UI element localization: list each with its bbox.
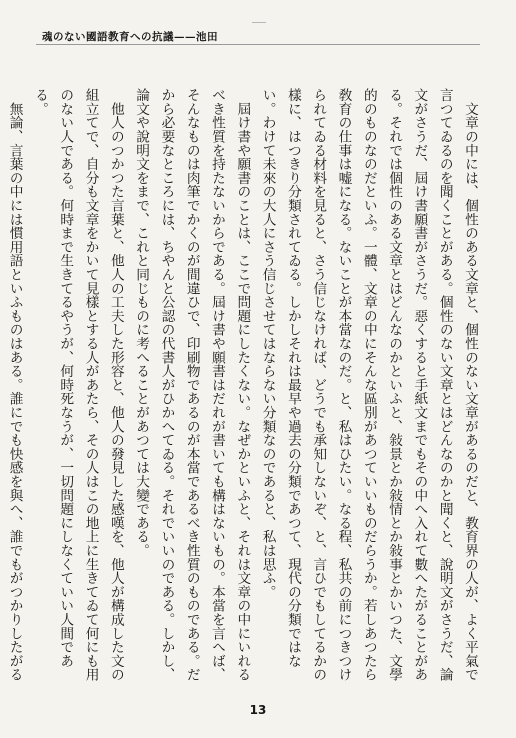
body-text: [6, 88, 482, 688]
header-rule: [36, 44, 480, 45]
paragraph-1: 文章の中には、個性のある文章と、個性のない文章があるのだと、教育界の人が、よく平氣で言つてゐるのを聞くことがある。個性のない文章とはどんなのかと聞くと、說明文がさうだ、論文がさうだ、屆け書願書がさうだ。惡くすると手紙文までもその中へ入れて數へたがることがある。それでは個性のある文章とはどんなのかといふと、敍景とか敍情とか敍事とかいつた、文學的のものなのだといふ。一體、文章の中にそんな區別があつていいものだらうか。若しあつたら敎育の仕事は嘘になる。ないことが本當なのだ。と、私はひたい。なる程、私共の前につきつけられてゐる材料を見ると、さう信じなければ、どうでも承知しないぞ、と、言ひでもしてるかの樣に、はつきり分類されてゐる。しかしそれは最早や過去の分類であつて、現代の分類ではない。わけて未來の大人にさう信じさせてはならない分類なのであると、私は思ふ。: [259, 88, 478, 682]
running-header: 魂のない國語教育への抗議——池田: [42, 31, 218, 43]
paragraph-4: 無論、言葉の中には慣用語といふものはある。誰にでも快感を與へ、誰でもがつかりしたがる: [6, 101, 23, 682]
top-mark: [252, 22, 266, 23]
paragraph-3: 他人のつかつた言葉と、他人の工夫した形容と、他人の發見した感嘆を、他人が構成した文の組立てで、自分も文章をかいて見樣とする人があたら、その人はこの地上に生きてゐて何にも用のない人である。何時まで生きてるやうが、何時死なうが、一切問題にしなくていい人間である。: [31, 88, 124, 682]
paragraph-2: 屆け書や願書のことは、ここで問題にしたくない。なぜかといふと、それは文章の中にいれるべき性質を持たないからである。屆け書や願書はだれが書いても構はないもの。本當を言へば、そんなものは肉筆でかくのが間違ひで、印刷物であるのが本當であるべき性質のものである。だから必要なところには、ちやんと公認の代書人がひかへてゐる。それでいいのである。しかし、論文や說明文をまで、これと同じものに考へることがあつては大變である。: [133, 88, 251, 682]
page-number: 13: [249, 703, 267, 717]
